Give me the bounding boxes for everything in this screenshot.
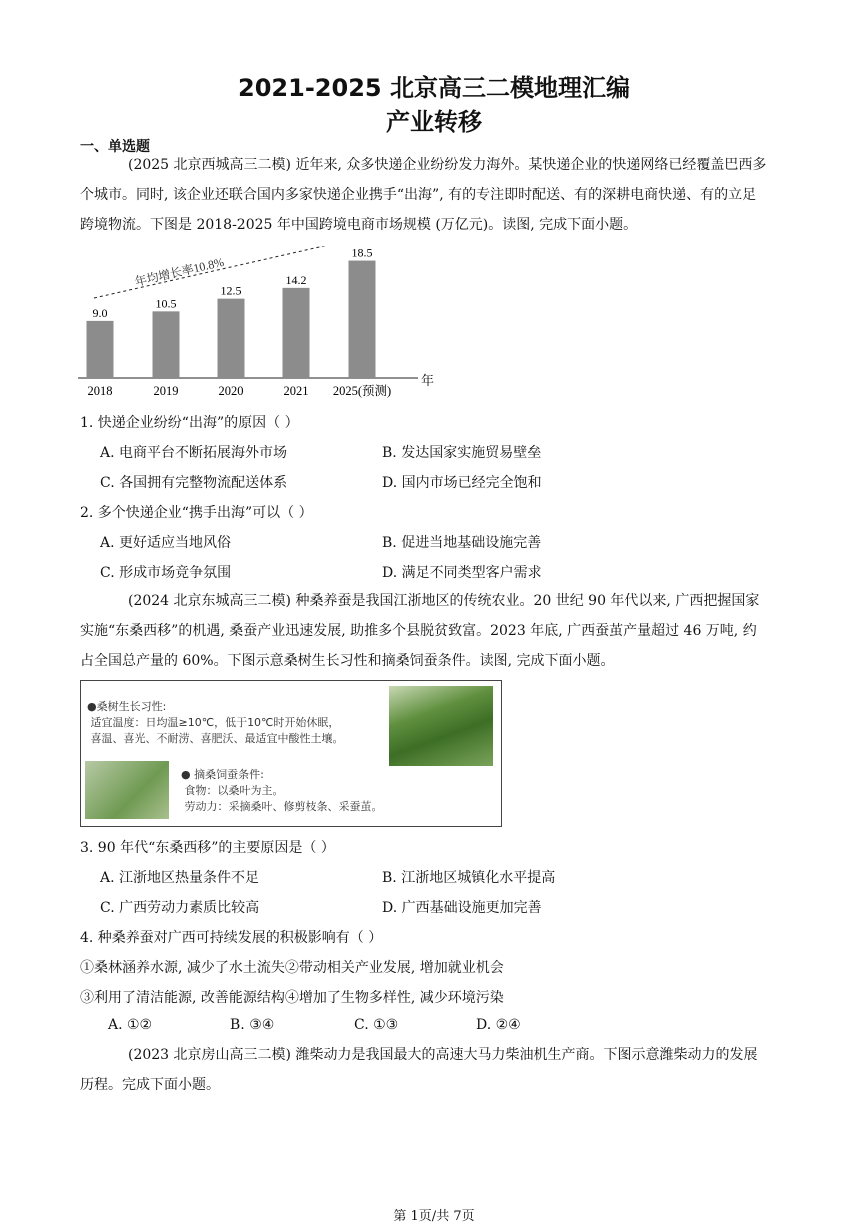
- bar-2025(预测): [349, 261, 376, 378]
- q3-option-b[interactable]: B. 江浙地区城镇化水平提高: [382, 870, 556, 886]
- growth-annotation: 年均增长率10.8%: [133, 254, 226, 289]
- passage-3: (2023 北京房山高三二模) 潍柴动力是我国最大的高速大马力柴油机生产商。下图示意潍柴动力的发展历程。完成下面小题。: [80, 1047, 758, 1093]
- feeding-conditions-text: ● 摘桑饲蚕条件: 食物：以桑叶为主。 劳动力：采摘桑叶、修剪枝条、采蚕茧。: [181, 768, 383, 813]
- q1-option-d[interactable]: D. 国内市场已经完全饱和: [382, 475, 542, 491]
- q1-option-b[interactable]: B. 发达国家实施贸易壁垒: [382, 445, 542, 461]
- q3-option-d[interactable]: D. 广西基础设施更加完善: [382, 900, 542, 916]
- bar-2020: [218, 299, 245, 378]
- mulberry-figure: [80, 680, 502, 827]
- bar-2021: [283, 288, 310, 378]
- q4-stem: 4. 种桑养蚕对广西可持续发展的积极影响有（ ）: [80, 930, 383, 946]
- x-tick-label: 2021: [283, 384, 309, 398]
- section-heading: 一、单选题: [80, 139, 150, 155]
- bar-2018: [87, 321, 114, 378]
- bar-value-label: 12.5: [220, 283, 242, 298]
- x-tick-label: 2025(预测): [332, 384, 392, 398]
- q1-option-c[interactable]: C. 各国拥有完整物流配送体系: [100, 475, 288, 491]
- q3-stem: 3. 90 年代“东桑西移”的主要原因是（ ）: [80, 840, 335, 856]
- q2-option-b[interactable]: B. 促进当地基础设施完善: [382, 535, 542, 551]
- q2-stem: 2. 多个快递企业“携手出海”可以（ ）: [80, 505, 313, 521]
- passage-1: (2025 北京西城高三二模) 近年来, 众多快递企业纷纷发力海外。某快递企业的快递网络已经覆盖巴西多个城市。同时, 该企业还联合国内多家快递企业携手“出海”, 有的专注即时配送、有的深耕电商快递、有的立足跨境物流。下图是 2018-2025 年中国跨境电商市场规模 (万亿元)。读图, 完成下面小题。: [80, 157, 767, 233]
- passage-2: (2024 北京东城高三二模) 种桑养蚕是我国江浙地区的传统农业。20 世纪 90 年代以来, 广西把握国家实施“东桑西移”的机遇, 桑蚕产业迅速发展, 助推多个县脱贫致富。2023 年底, 广西蚕茧产量超过 46 万吨, 约占全国总产量的 60%。下图示意桑树生长习性和摘桑饲蚕条件。读图, 完成下面小题。: [80, 593, 760, 669]
- q4-statement-line-2: ③利用了清洁能源, 改善能源结构④增加了生物多样性, 减少环境污染: [80, 990, 504, 1006]
- q3-option-c[interactable]: C. 广西劳动力素质比较高: [100, 900, 260, 916]
- q2-option-d[interactable]: D. 满足不同类型客户需求: [382, 565, 542, 581]
- x-tick-label: 2019: [153, 384, 179, 398]
- page-footer: 第 1页/共 7页: [393, 1209, 475, 1224]
- bar-value-label: 9.0: [92, 305, 108, 320]
- q1-option-a[interactable]: A. 电商平台不断拓展海外市场: [100, 445, 288, 461]
- market-size-bar-chart: [78, 246, 440, 406]
- q4-option-a[interactable]: A. ①②: [108, 1017, 153, 1033]
- q1-stem: 1. 快递企业纷纷“出海”的原因（ ）: [80, 415, 299, 431]
- page-title: 2021-2025 北京高三二模地理汇编: [238, 74, 630, 102]
- q4-option-b[interactable]: B. ③④: [230, 1017, 275, 1033]
- x-tick-label: 2018: [87, 384, 113, 398]
- bar-value-label: 10.5: [155, 296, 177, 311]
- bar-value-label: 18.5: [351, 246, 373, 260]
- q4-statement-line-1: ①桑林涵养水源, 减少了水土流失②带动相关产业发展, 增加就业机会: [80, 960, 504, 976]
- mulberry-growth-text: ●桑树生长习性: 适宜温度：日均温≥10℃，低于10℃时开始休眠， 喜温、喜光、不耐涝、喜肥沃、最适宜中酸性土壤。: [87, 700, 344, 745]
- mulberry-photo: [389, 686, 493, 766]
- x-tick-label: 2020: [218, 384, 244, 398]
- q4-option-d[interactable]: D. ②④: [476, 1017, 521, 1033]
- silkworm-photo: [85, 761, 169, 819]
- x-axis-unit: 年: [421, 373, 435, 388]
- bar-2019: [153, 311, 180, 378]
- page-subtitle: 产业转移: [386, 108, 482, 136]
- q2-option-a[interactable]: A. 更好适应当地风俗: [100, 535, 232, 551]
- q2-option-c[interactable]: C. 形成市场竞争氛围: [100, 565, 232, 581]
- bar-value-label: 14.2: [285, 272, 307, 287]
- q3-option-a[interactable]: A. 江浙地区热量条件不足: [100, 870, 260, 886]
- q4-option-c[interactable]: C. ①③: [354, 1017, 399, 1033]
